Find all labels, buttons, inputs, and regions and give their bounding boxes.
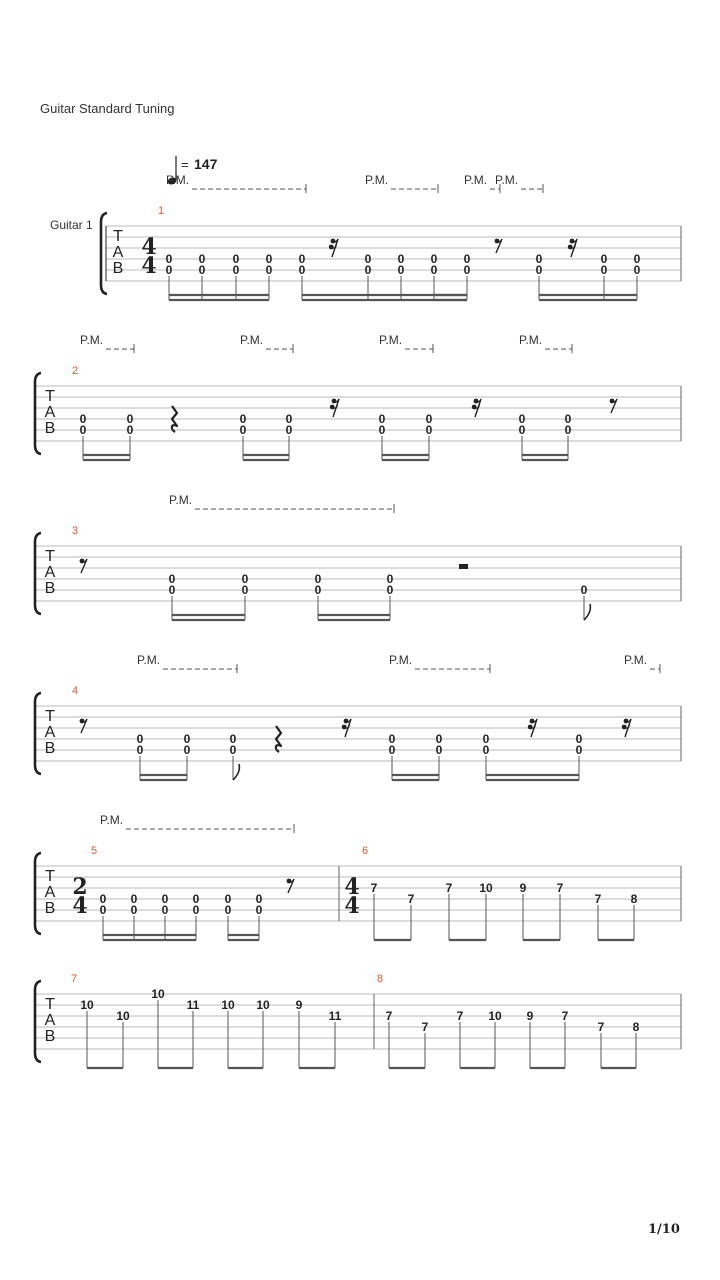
fret-number: 0	[397, 263, 405, 277]
fret-number: 0	[388, 743, 396, 757]
palm-mute-label: P.M.	[379, 333, 403, 347]
system-bracket	[35, 533, 41, 614]
system-bracket	[35, 853, 41, 934]
palm-mute-label: P.M.	[80, 333, 104, 347]
measure-number: 6	[362, 845, 369, 857]
tab-clef-letter: T	[45, 388, 55, 405]
tuning-label: Guitar Standard Tuning	[40, 101, 175, 116]
fret-number: 0	[130, 903, 138, 917]
tab-clef-letter: A	[44, 564, 56, 581]
fret-number: 0	[229, 743, 237, 757]
tab-clef-letter: A	[44, 404, 56, 421]
tab-clef-letter: T	[45, 996, 55, 1013]
fret-number: 0	[314, 583, 322, 597]
palm-mute-label: P.M.	[166, 173, 190, 187]
fret-number: 0	[564, 412, 572, 426]
fret-number: 0	[168, 572, 176, 586]
fret-number: 7	[385, 1009, 393, 1023]
time-signature-top: 2	[72, 874, 88, 900]
fret-number: 10	[151, 987, 165, 1001]
fret-number: 9	[295, 998, 303, 1012]
fret-number: 10	[479, 881, 493, 895]
fret-number: 0	[430, 263, 438, 277]
fret-number: 7	[445, 881, 453, 895]
rest-8th	[287, 879, 294, 893]
fret-number: 0	[633, 263, 641, 277]
time-signature-top: 4	[141, 234, 157, 260]
fret-number: 0	[386, 572, 394, 586]
fret-number: 0	[198, 263, 206, 277]
measure-number: 1	[158, 205, 165, 217]
fret-number: 0	[388, 732, 396, 746]
measure-number: 5	[91, 845, 98, 857]
fret-number: 11	[328, 1009, 342, 1023]
system-bracket	[35, 981, 41, 1062]
tab-clef-letter: B	[44, 420, 56, 437]
fret-number: 0	[378, 423, 386, 437]
fret-number: 7	[561, 1009, 569, 1023]
fret-number: 0	[265, 252, 273, 266]
fret-number: 0	[535, 263, 543, 277]
fret-number: 0	[99, 903, 107, 917]
rest-8th	[80, 559, 87, 573]
system-bracket	[35, 373, 41, 454]
fret-number: 0	[130, 892, 138, 906]
fret-number: 8	[630, 892, 638, 906]
fret-number: 7	[594, 892, 602, 906]
fret-number: 0	[265, 263, 273, 277]
fret-number: 0	[239, 412, 247, 426]
tab-clef-letter: B	[44, 740, 56, 757]
fret-number: 11	[186, 998, 200, 1012]
tab-clef-letter: A	[44, 884, 56, 901]
fret-number: 0	[255, 903, 263, 917]
measure-number: 3	[72, 525, 79, 537]
time-signature-top: 4	[344, 874, 360, 900]
fret-number: 0	[126, 412, 134, 426]
fret-number: 0	[575, 743, 583, 757]
fret-number: 0	[435, 743, 443, 757]
fret-number: 10	[116, 1009, 130, 1023]
fret-number: 0	[165, 263, 173, 277]
fret-number: 0	[285, 412, 293, 426]
fret-number: 0	[224, 903, 232, 917]
time-signature-bottom: 4	[72, 893, 88, 919]
fret-number: 0	[192, 903, 200, 917]
fret-number: 0	[232, 252, 240, 266]
fret-number: 7	[597, 1020, 605, 1034]
fret-number: 0	[229, 732, 237, 746]
fret-number: 0	[364, 252, 372, 266]
fret-number: 0	[198, 252, 206, 266]
fret-number: 0	[314, 572, 322, 586]
fret-number: 0	[564, 423, 572, 437]
fret-number: 0	[463, 252, 471, 266]
tab-clef-letter: A	[44, 724, 56, 741]
fret-number: 0	[79, 412, 87, 426]
fret-number: 0	[183, 732, 191, 746]
rest-8th	[610, 399, 617, 413]
fret-number: 0	[168, 583, 176, 597]
fret-number: 0	[232, 263, 240, 277]
tab-clef-letter: B	[44, 900, 56, 917]
tab-clef-letter: T	[113, 228, 123, 245]
fret-number: 0	[482, 743, 490, 757]
palm-mute-label: P.M.	[495, 173, 519, 187]
tab-clef-letter: T	[45, 868, 55, 885]
fret-number: 0	[518, 412, 526, 426]
fret-number: 0	[518, 423, 526, 437]
palm-mute-label: P.M.	[464, 173, 488, 187]
palm-mute-label: P.M.	[137, 653, 161, 667]
fret-number: 0	[183, 743, 191, 757]
tab-clef-letter: B	[44, 580, 56, 597]
fret-number: 0	[386, 583, 394, 597]
time-signature-bottom: 4	[141, 253, 157, 279]
fret-number: 10	[488, 1009, 502, 1023]
fret-number: 0	[600, 263, 608, 277]
fret-number: 0	[298, 252, 306, 266]
palm-mute-label: P.M.	[519, 333, 543, 347]
fret-number: 0	[575, 732, 583, 746]
fret-number: 0	[165, 252, 173, 266]
fret-number: 0	[425, 412, 433, 426]
fret-number: 0	[136, 732, 144, 746]
measure-number: 2	[72, 365, 79, 377]
tab-clef-letter: A	[44, 1012, 56, 1029]
tempo-equals: =	[181, 157, 189, 172]
fret-number: 0	[298, 263, 306, 277]
tab-clef-letter: T	[45, 708, 55, 725]
fret-number: 10	[80, 998, 94, 1012]
fret-number: 0	[255, 892, 263, 906]
fret-number: 0	[463, 263, 471, 277]
tab-clef-letter: T	[45, 548, 55, 565]
page-number: 1/10	[648, 1222, 680, 1237]
rest-8th	[495, 239, 502, 253]
fret-number: 0	[136, 743, 144, 757]
palm-mute-label: P.M.	[100, 813, 124, 827]
tempo-value: 147	[194, 156, 218, 172]
fret-number: 0	[397, 252, 405, 266]
fret-number: 0	[192, 892, 200, 906]
fret-number: 0	[425, 423, 433, 437]
fret-number: 7	[407, 892, 415, 906]
fret-number: 0	[580, 583, 588, 597]
tab-clef-letter: B	[112, 260, 124, 277]
palm-mute-label: P.M.	[365, 173, 389, 187]
fret-number: 0	[364, 263, 372, 277]
palm-mute-label: P.M.	[389, 653, 413, 667]
note-flag	[233, 764, 239, 780]
measure-number: 4	[72, 685, 79, 697]
palm-mute-label: P.M.	[169, 493, 193, 507]
fret-number: 0	[224, 892, 232, 906]
fret-number: 0	[482, 732, 490, 746]
fret-number: 0	[241, 583, 249, 597]
fret-number: 0	[239, 423, 247, 437]
fret-number: 0	[633, 252, 641, 266]
fret-number: 8	[632, 1020, 640, 1034]
note-flag	[584, 604, 590, 620]
system-bracket	[35, 693, 41, 774]
measure-number: 8	[377, 973, 384, 985]
fret-number: 0	[126, 423, 134, 437]
fret-number: 0	[285, 423, 293, 437]
fret-number: 0	[430, 252, 438, 266]
fret-number: 10	[256, 998, 270, 1012]
fret-number: 7	[421, 1020, 429, 1034]
rest-8th	[80, 719, 87, 733]
fret-number: 10	[221, 998, 235, 1012]
time-signature-bottom: 4	[344, 893, 360, 919]
fret-number: 0	[378, 412, 386, 426]
fret-number: 0	[99, 892, 107, 906]
fret-number: 0	[435, 732, 443, 746]
rest-half	[459, 564, 468, 569]
fret-number: 7	[456, 1009, 464, 1023]
tab-clef-letter: A	[112, 244, 124, 261]
fret-number: 7	[370, 881, 378, 895]
fret-number: 7	[556, 881, 564, 895]
fret-number: 0	[535, 252, 543, 266]
measure-number: 7	[71, 973, 78, 985]
palm-mute-label: P.M.	[240, 333, 264, 347]
fret-number: 0	[161, 903, 169, 917]
fret-number: 9	[519, 881, 527, 895]
instrument-label: Guitar 1	[50, 218, 93, 232]
tab-clef-letter: B	[44, 1028, 56, 1045]
fret-number: 0	[600, 252, 608, 266]
fret-number: 0	[241, 572, 249, 586]
palm-mute-label: P.M.	[624, 653, 648, 667]
fret-number: 0	[79, 423, 87, 437]
fret-number: 0	[161, 892, 169, 906]
fret-number: 9	[526, 1009, 534, 1023]
